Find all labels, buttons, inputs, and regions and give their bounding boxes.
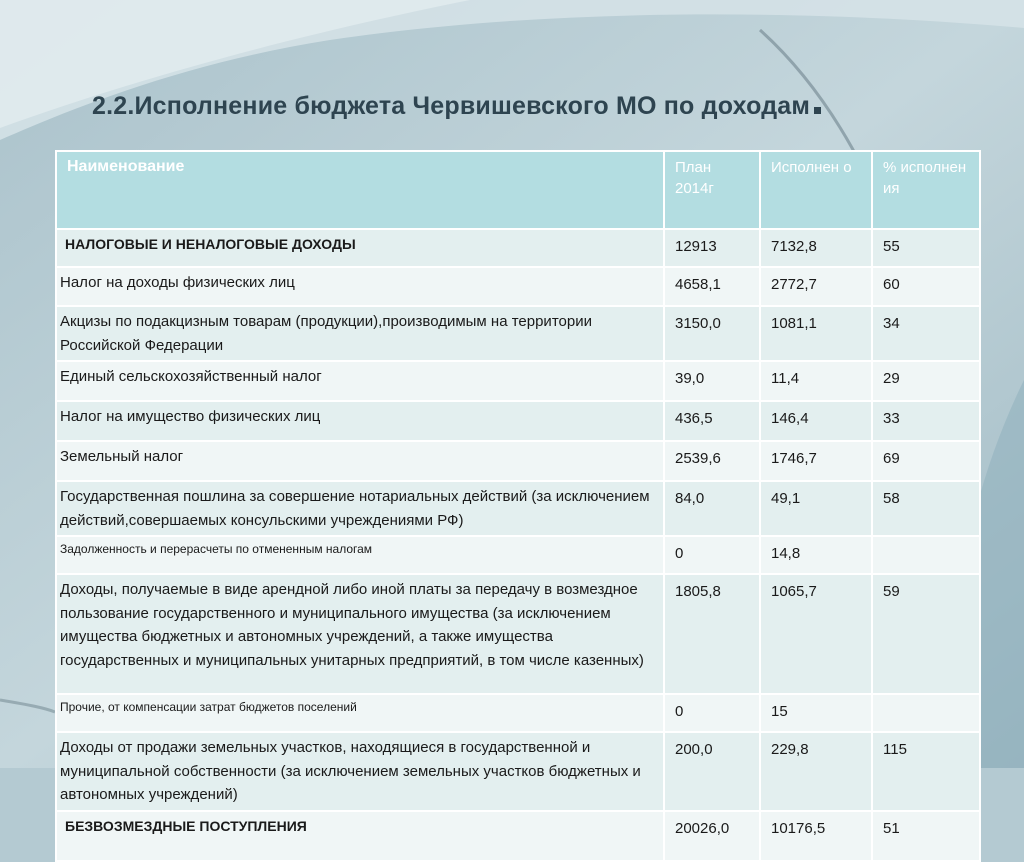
row-name: Задолженность и перерасчеты по отмененным налогам (56, 536, 664, 574)
table-row (56, 361, 980, 401)
row-pct: 34 (872, 306, 980, 361)
row-exec: 14,8 (760, 536, 872, 574)
budget-table-container (55, 150, 979, 837)
row-pct (872, 694, 980, 732)
header-plan: План 2014г (664, 151, 760, 229)
row-pct: 60 (872, 267, 980, 306)
row-plan: 39,0 (664, 361, 760, 401)
row-plan: 20026,0 (664, 811, 760, 861)
row-name: Государственная пошлина за совершение нотариальных действий (за исключением действий,совершаемых консульскими учреждениями РФ) (56, 481, 664, 536)
row-pct: 115 (872, 732, 980, 811)
row-name: Доходы от продажи земельных участков, находящиеся в государственной и муниципальной собственности (за исключением земельных участков бюджетных и автономных учреждений) (56, 732, 664, 811)
row-name: Прочие, от компенсации затрат бюджетов поселений (56, 694, 664, 732)
row-exec: 49,1 (760, 481, 872, 536)
row-pct: 69 (872, 441, 980, 481)
table-row (56, 732, 980, 811)
table-row (56, 694, 980, 732)
row-plan: 0 (664, 536, 760, 574)
table-row (56, 574, 980, 694)
row-exec: 1081,1 (760, 306, 872, 361)
row-name: Акцизы по подакцизным товарам (продукции),производимым на территории Российской Федерации (56, 306, 664, 361)
row-name: Доходы, получаемые в виде арендной либо иной платы за передачу в возмездное пользование государственного и муниципального имущества (за исключением имущества бюджетных и автономных учреждений, а также имущества государственных и муниципальных унитарных предприятий, в том числе казенных) (56, 574, 664, 694)
row-name: Единый сельскохозяйственный налог (56, 361, 664, 401)
row-exec: 7132,8 (760, 229, 872, 267)
header-pct: % исполнен ия (872, 151, 980, 229)
slide-title-text: 2.2.Исполнение бюджета Червишевского МО по доходам (92, 92, 811, 120)
table-row (56, 811, 980, 861)
row-pct: 33 (872, 401, 980, 441)
row-name: БЕЗВОЗМЕЗДНЫЕ ПОСТУПЛЕНИЯ (56, 811, 664, 861)
row-pct: 55 (872, 229, 980, 267)
row-name: Налог на имущество физических лиц (56, 401, 664, 441)
table-header-row (56, 151, 980, 229)
table-row (56, 481, 980, 536)
row-pct: 58 (872, 481, 980, 536)
header-name: Наименование (56, 151, 664, 229)
title-bullet-icon (814, 107, 821, 114)
table-row (56, 441, 980, 481)
row-exec: 15 (760, 694, 872, 732)
row-plan: 4658,1 (664, 267, 760, 306)
row-exec: 1065,7 (760, 574, 872, 694)
row-plan: 1805,8 (664, 574, 760, 694)
row-pct (872, 536, 980, 574)
row-exec: 229,8 (760, 732, 872, 811)
row-name: Налог на доходы физических лиц (56, 267, 664, 306)
table-row (56, 306, 980, 361)
row-plan: 436,5 (664, 401, 760, 441)
row-plan: 2539,6 (664, 441, 760, 481)
table-row (56, 536, 980, 574)
row-plan: 200,0 (664, 732, 760, 811)
row-plan: 84,0 (664, 481, 760, 536)
header-exec: Исполнен о (760, 151, 872, 229)
table-row (56, 267, 980, 306)
row-exec: 146,4 (760, 401, 872, 441)
row-name: Земельный налог (56, 441, 664, 481)
slide-title (92, 92, 821, 121)
row-pct: 51 (872, 811, 980, 861)
table-row (56, 401, 980, 441)
row-pct: 59 (872, 574, 980, 694)
row-exec: 2772,7 (760, 267, 872, 306)
row-plan: 0 (664, 694, 760, 732)
budget-table (55, 150, 981, 862)
row-exec: 11,4 (760, 361, 872, 401)
row-exec: 1746,7 (760, 441, 872, 481)
row-name: НАЛОГОВЫЕ И НЕНАЛОГОВЫЕ ДОХОДЫ (56, 229, 664, 267)
row-plan: 3150,0 (664, 306, 760, 361)
table-row (56, 229, 980, 267)
row-exec: 10176,5 (760, 811, 872, 861)
row-plan: 12913 (664, 229, 760, 267)
row-pct: 29 (872, 361, 980, 401)
